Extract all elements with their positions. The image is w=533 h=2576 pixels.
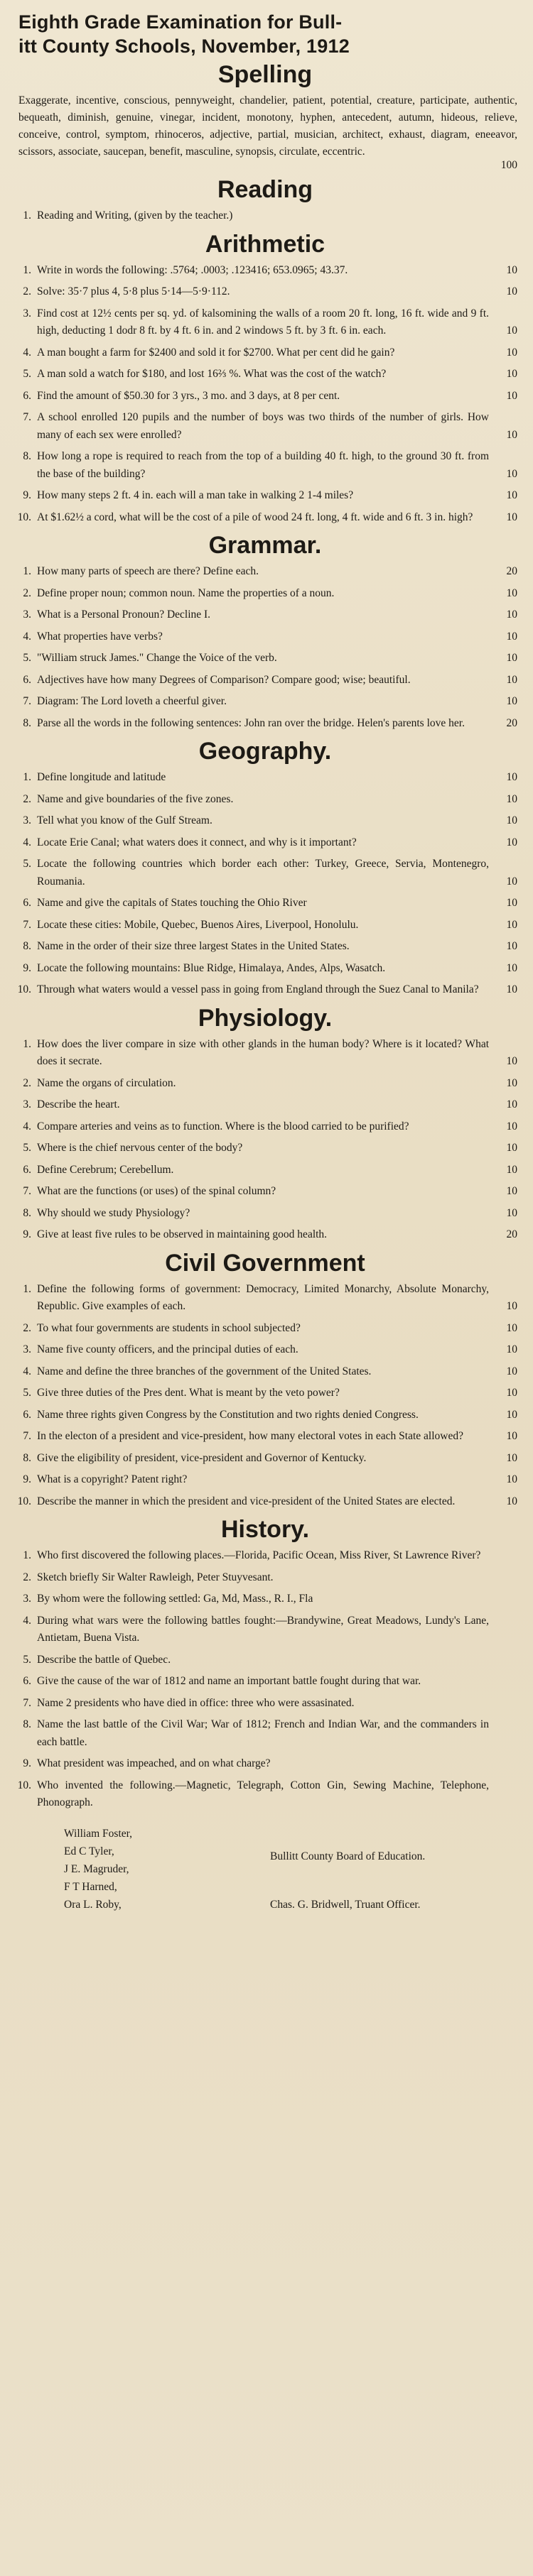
question-number: 4. <box>23 836 31 848</box>
physiology-question <box>13 1205 517 1223</box>
geography-question <box>13 791 517 809</box>
question-text: Diagram: The Lord loveth a cheerful giver. <box>37 695 227 707</box>
question-number: 6. <box>23 673 31 686</box>
question-points: 10 <box>506 652 517 664</box>
question-text: Define Cerebrum; Cerebellum. <box>37 1163 174 1176</box>
question-text: Name and define the three branches of the government of the United States. <box>37 1365 372 1377</box>
question-text: What are the functions (or uses) of the spinal column? <box>37 1185 276 1197</box>
geography-question <box>13 812 517 830</box>
grammar-question <box>13 628 517 646</box>
board-of-education-label: Bullitt County Board of Education. <box>270 1850 426 1862</box>
history-question <box>13 1569 517 1587</box>
question-number: 5. <box>23 1142 31 1154</box>
truant-officer-label: Chas. G. Bridwell, Truant Officer. <box>270 1898 421 1911</box>
question-text: By whom were the following settled: Ga, Md, Mass., R. I., Fla <box>37 1593 313 1605</box>
question-points: 10 <box>506 897 517 909</box>
arithmetic-question <box>13 283 517 301</box>
question-points: 10 <box>506 940 517 952</box>
history-question <box>13 1652 517 1669</box>
question-text: What properties have verbs? <box>37 630 163 643</box>
question-number: 8. <box>23 1206 31 1219</box>
civil-question <box>13 1407 517 1424</box>
geography-question <box>13 981 517 999</box>
arithmetic-question <box>13 409 517 444</box>
question-text: What is a Personal Pronoun? Decline I. <box>37 608 211 621</box>
question-points: 10 <box>506 1343 517 1355</box>
question-number: 10. <box>17 1495 31 1507</box>
board-member-name: Ed C Tyler, <box>64 1845 114 1857</box>
question-points: 10 <box>506 586 517 599</box>
question-number: 6. <box>23 1408 31 1421</box>
signature-block <box>13 1825 517 1914</box>
question-points: 10 <box>506 918 517 931</box>
spelling-words: Exaggerate, incentive, conscious, pennyweight, chandelier, patient, potential, creature, participate, authentic, bequeath, diminish, genuine, vinegar, incident, monotony, hyphen, antecedent, autumn, hideous, relieve, conceive, control, symptom, rhinoceros, adjective, partial, musician, architect, exhaust, diagram, eneeavor, scissors, associate, saucepan, benefit, masculine, synopsis, circulate, eccentric. <box>18 94 517 158</box>
signature-titles <box>242 1825 517 1914</box>
civil-heading: Civil Government <box>165 1249 365 1277</box>
question-text: Locate the following countries which border each other: Turkey, Greece, Servia, Montenegro, Roumania. <box>37 858 489 888</box>
question-text: How many parts of speech are there? Define each. <box>37 565 259 577</box>
question-points: 10 <box>506 1473 517 1485</box>
question-text: Parse all the words in the following sentences: John ran over the bridge. Helen's parents love her. <box>37 716 465 729</box>
question-text: In the electon of a president and vice-president, how many electoral votes in each State allowed? <box>37 1430 463 1442</box>
question-text: Name the organs of circulation. <box>37 1076 176 1089</box>
question-text: Who invented the following.—Magnetic, Telegraph, Cotton Gin, Sewing Machine, Telephone, Phonograph. <box>37 1779 489 1808</box>
civil-question <box>13 1385 517 1402</box>
board-member-names <box>13 1825 242 1914</box>
arithmetic-question <box>13 487 517 505</box>
question-points: 10 <box>506 263 517 276</box>
grammar-question <box>13 606 517 624</box>
question-number: 8. <box>23 940 31 952</box>
question-number: 1. <box>23 209 31 222</box>
question-points: 20 <box>506 565 517 577</box>
arithmetic-question <box>13 344 517 362</box>
question-points: 10 <box>506 511 517 523</box>
question-number: 1. <box>23 263 31 276</box>
question-points: 10 <box>506 771 517 783</box>
geography-question <box>13 938 517 956</box>
question-points: 10 <box>506 389 517 402</box>
question-number: 7. <box>23 411 31 423</box>
question-points: 10 <box>506 428 517 441</box>
geography-question <box>13 917 517 934</box>
question-text: How does the liver compare in size with other glands in the human body? Where is it located? What does it secrate. <box>37 1037 489 1067</box>
page-title <box>18 10 517 58</box>
question-number: 2. <box>23 792 31 805</box>
question-points: 10 <box>506 673 517 686</box>
question-points: 10 <box>506 1185 517 1197</box>
question-number: 4. <box>23 346 31 359</box>
question-number: 6. <box>23 1675 31 1687</box>
question-number: 7. <box>23 1696 31 1709</box>
history-question <box>13 1716 517 1751</box>
question-text: Give the eligibility of president, vice-president and Governor of Kentucky. <box>37 1451 367 1464</box>
grammar-question <box>13 672 517 689</box>
question-points: 10 <box>506 836 517 848</box>
question-text: Find cost at 12½ cents per sq. yd. of kalsomining the walls of a room 20 ft. long, 16 ft. wide and 9 ft. high, deducting 1 dodr 8 ft. by 4 ft. 6 in. and 2 windows 5 ft. by 3 ft. 6 in. each. <box>37 307 489 337</box>
question-text: Name 2 presidents who have died in office: three who were assasinated. <box>37 1696 355 1709</box>
question-points: 10 <box>506 1408 517 1421</box>
physiology-heading: Physiology. <box>198 1004 333 1032</box>
question-number: 6. <box>23 1163 31 1176</box>
question-text: Through what waters would a vessel pass in going from England through the Suez Canal to Manila? <box>37 983 479 995</box>
question-number: 4. <box>23 1365 31 1377</box>
arithmetic-question <box>13 305 517 340</box>
question-text: Adjectives have how many Degrees of Comparison? Compare good; wise; beautiful. <box>37 673 411 686</box>
question-points: 10 <box>506 467 517 480</box>
question-number: 3. <box>23 1343 31 1355</box>
civil-question <box>13 1493 517 1511</box>
arithmetic-question <box>13 509 517 527</box>
question-text: Who first discovered the following places.—Florida, Pacific Ocean, Miss River, St Lawrence River? <box>37 1549 481 1561</box>
question-text: Reading and Writing, (given by the teacher.) <box>37 209 233 222</box>
question-text: Locate these cities: Mobile, Quebec, Buenos Aires, Liverpool, Honolulu. <box>37 918 359 931</box>
question-points: 10 <box>506 285 517 298</box>
question-text: Describe the heart. <box>37 1098 120 1110</box>
civil-question <box>13 1341 517 1359</box>
question-number: 7. <box>23 918 31 931</box>
question-points: 10 <box>506 1451 517 1464</box>
question-number: 8. <box>23 450 31 462</box>
question-number: 9. <box>23 1757 31 1769</box>
question-number: 8. <box>23 716 31 729</box>
question-text: Describe the battle of Quebec. <box>37 1653 171 1666</box>
question-text: How many steps 2 ft. 4 in. each will a man take in walking 2 1-4 miles? <box>37 489 354 501</box>
question-number: 4. <box>23 1120 31 1133</box>
arithmetic-heading: Arithmetic <box>205 230 325 258</box>
geography-question <box>13 769 517 787</box>
question-number: 6. <box>23 897 31 909</box>
question-text: A man bought a farm for $2400 and sold it for $2700. What per cent did he gain? <box>37 346 395 359</box>
question-points: 10 <box>506 1055 517 1067</box>
question-number: 8. <box>23 1451 31 1464</box>
question-text: Name and give the capitals of States touching the Ohio River <box>37 897 307 909</box>
question-number: 7. <box>23 695 31 707</box>
question-number: 10. <box>17 511 31 523</box>
question-number: 1. <box>23 1549 31 1561</box>
geography-question <box>13 856 517 890</box>
physiology-question <box>13 1140 517 1157</box>
question-text: A man sold a watch for $180, and lost 16⅔ %. What was the cost of the watch? <box>37 368 387 380</box>
question-number: 5. <box>23 1387 31 1399</box>
question-points: 10 <box>506 1321 517 1334</box>
question-points: 10 <box>506 1300 517 1312</box>
reading-heading: Reading <box>217 176 313 203</box>
question-number: 4. <box>23 1614 31 1627</box>
board-member-name: Ora L. Roby, <box>64 1898 122 1911</box>
question-points: 10 <box>506 814 517 826</box>
civil-question <box>13 1363 517 1381</box>
arithmetic-question <box>13 448 517 483</box>
physiology-question <box>13 1036 517 1071</box>
question-number: 7. <box>23 1185 31 1197</box>
question-points: 10 <box>506 1142 517 1154</box>
question-number: 9. <box>23 1228 31 1240</box>
question-points: 10 <box>506 630 517 643</box>
arithmetic-question <box>13 366 517 383</box>
question-number: 8. <box>23 1718 31 1730</box>
civil-question <box>13 1428 517 1446</box>
question-number: 1. <box>23 1282 31 1295</box>
question-text: Give the cause of the war of 1812 and name an important battle fought during that war. <box>37 1675 421 1687</box>
exam-sections <box>13 60 517 1812</box>
physiology-question <box>13 1096 517 1114</box>
question-text: Name in the order of their size three largest States in the United States. <box>37 940 350 952</box>
question-number: 3. <box>23 1098 31 1110</box>
question-number: 5. <box>23 368 31 380</box>
question-number: 4. <box>23 630 31 643</box>
question-number: 3. <box>23 608 31 621</box>
question-text: Locate Erie Canal; what waters does it connect, and why is it important? <box>37 836 357 848</box>
history-question <box>13 1755 517 1773</box>
question-points: 10 <box>506 1495 517 1507</box>
question-text: Locate the following mountains: Blue Ridge, Himalaya, Andes, Alps, Wasatch. <box>37 961 386 974</box>
physiology-question <box>13 1118 517 1136</box>
question-text: Name the last battle of the Civil War; War of 1812; French and Indian War, and the commanders in each battle. <box>37 1718 489 1748</box>
grammar-question <box>13 715 517 733</box>
question-number: 5. <box>23 652 31 664</box>
geography-heading: Geography. <box>198 738 332 765</box>
title-line-2: itt County Schools, November, 1912 <box>18 36 350 57</box>
question-points: 10 <box>506 1206 517 1219</box>
civil-question <box>13 1471 517 1489</box>
question-text: At $1.62½ a cord, what will be the cost of a pile of wood 24 ft. long, 4 ft. wide and 6 ft. 3 in. high? <box>37 511 473 523</box>
spelling-score: 100 <box>500 159 517 171</box>
question-number: 2. <box>23 586 31 599</box>
question-number: 3. <box>23 1593 31 1605</box>
question-points: 10 <box>506 875 517 888</box>
question-number: 3. <box>23 307 31 320</box>
grammar-heading: Grammar. <box>208 532 322 559</box>
grammar-question <box>13 693 517 711</box>
board-member-name: William Foster, <box>64 1827 133 1840</box>
question-text: What president was impeached, and on what charge? <box>37 1757 271 1769</box>
history-question <box>13 1673 517 1691</box>
question-text: To what four governments are students in school subjected? <box>37 1321 301 1334</box>
question-points: 10 <box>506 1387 517 1399</box>
physiology-question <box>13 1226 517 1244</box>
question-points: 10 <box>506 608 517 621</box>
question-points: 10 <box>506 1430 517 1442</box>
civil-question <box>13 1320 517 1338</box>
history-question <box>13 1547 517 1565</box>
question-text: During what wars were the following battles fought:—Brandywine, Great Meadows, Lundy's Lane, Antietam, Buena Vista. <box>37 1614 489 1644</box>
question-text: Name and give boundaries of the five zones. <box>37 792 234 805</box>
question-text: Give at least five rules to be observed in maintaining good health. <box>37 1228 328 1240</box>
question-number: 2. <box>23 1321 31 1334</box>
grammar-question <box>13 563 517 581</box>
question-text: Where is the chief nervous center of the body? <box>37 1142 243 1154</box>
geography-question <box>13 960 517 978</box>
question-number: 2. <box>23 1571 31 1583</box>
question-number: 10. <box>17 1779 31 1791</box>
question-text: Name three rights given Congress by the Constitution and two rights denied Congress. <box>37 1408 419 1421</box>
civil-question <box>13 1281 517 1316</box>
question-points: 10 <box>506 1076 517 1089</box>
physiology-question <box>13 1075 517 1093</box>
question-number: 7. <box>23 1430 31 1442</box>
question-text: Write in words the following: .5764; .0003; .123416; 653.0965; 43.37. <box>37 263 348 276</box>
history-question <box>13 1777 517 1812</box>
question-points: 10 <box>506 961 517 974</box>
question-number: 5. <box>23 1653 31 1666</box>
question-points: 10 <box>506 346 517 359</box>
history-question <box>13 1590 517 1608</box>
question-points: 10 <box>506 792 517 805</box>
question-number: 1. <box>23 1037 31 1050</box>
geography-question <box>13 834 517 852</box>
question-number: 2. <box>23 285 31 298</box>
reading-question <box>13 207 517 225</box>
question-points: 10 <box>506 983 517 995</box>
question-text: Sketch briefly Sir Walter Rawleigh, Peter Stuyvesant. <box>37 1571 274 1583</box>
geography-question <box>13 895 517 912</box>
question-text: Find the amount of $50.30 for 3 yrs., 3 mo. and 3 days, at 8 per cent. <box>37 389 340 402</box>
spelling-word-list <box>18 92 517 173</box>
arithmetic-question <box>13 388 517 405</box>
question-number: 2. <box>23 1076 31 1089</box>
grammar-question <box>13 585 517 603</box>
question-number: 9. <box>23 961 31 974</box>
history-heading: History. <box>220 1516 310 1543</box>
question-text: Tell what you know of the Gulf Stream. <box>37 814 212 826</box>
spelling-heading: Spelling <box>217 61 313 88</box>
question-text: A school enrolled 120 pupils and the number of boys was two thirds of the number of girls. How many of each sex were enrolled? <box>37 411 489 441</box>
question-text: Compare arteries and veins as to function. Where is the blood carried to be purified? <box>37 1120 409 1133</box>
question-text: Define proper noun; common noun. Name the properties of a noun. <box>37 586 335 599</box>
question-number: 6. <box>23 389 31 402</box>
question-points: 20 <box>506 716 517 729</box>
question-text: "William struck James." Change the Voice of the verb. <box>37 652 277 664</box>
question-number: 1. <box>23 771 31 783</box>
question-points: 10 <box>506 695 517 707</box>
question-text: What is a copyright? Patent right? <box>37 1473 188 1485</box>
title-line-1: Eighth Grade Examination for Bull- <box>18 11 343 33</box>
question-points: 10 <box>506 324 517 337</box>
question-number: 9. <box>23 1473 31 1485</box>
question-text: Define longitude and latitude <box>37 771 166 783</box>
question-points: 10 <box>506 489 517 501</box>
question-text: Name five county officers, and the principal duties of each. <box>37 1343 298 1355</box>
question-points: 10 <box>506 1120 517 1133</box>
question-number: 10. <box>17 983 31 995</box>
history-question <box>13 1695 517 1713</box>
grammar-question <box>13 650 517 667</box>
civil-question <box>13 1450 517 1468</box>
question-points: 10 <box>506 1365 517 1377</box>
question-text: Why should we study Physiology? <box>37 1206 190 1219</box>
question-number: 9. <box>23 489 31 501</box>
question-points: 20 <box>506 1228 517 1240</box>
physiology-question <box>13 1162 517 1179</box>
physiology-question <box>13 1183 517 1201</box>
arithmetic-question <box>13 262 517 280</box>
history-question <box>13 1612 517 1647</box>
question-text: Define the following forms of government: Democracy, Limited Monarchy, Absolute Monarchy, Republic. Give examples of each. <box>37 1282 489 1312</box>
question-points: 10 <box>506 1098 517 1110</box>
question-text: Solve: 35·7 plus 4, 5·8 plus 5·14—5·9·112. <box>37 285 230 298</box>
question-number: 1. <box>23 565 31 577</box>
question-text: Describe the manner in which the president and vice-president of the United States are elected. <box>37 1495 456 1507</box>
board-member-name: F T Harned, <box>64 1880 117 1893</box>
question-text: How long a rope is required to reach from the top of a building 40 ft. high, to the ground 30 ft. from the base of the building? <box>37 450 489 480</box>
question-text: Give three duties of the Pres dent. What is meant by the veto power? <box>37 1387 340 1399</box>
question-points: 10 <box>506 1163 517 1176</box>
board-member-name: J E. Magruder, <box>64 1862 129 1875</box>
question-number: 3. <box>23 814 31 826</box>
question-number: 5. <box>23 858 31 870</box>
question-points: 10 <box>506 368 517 380</box>
